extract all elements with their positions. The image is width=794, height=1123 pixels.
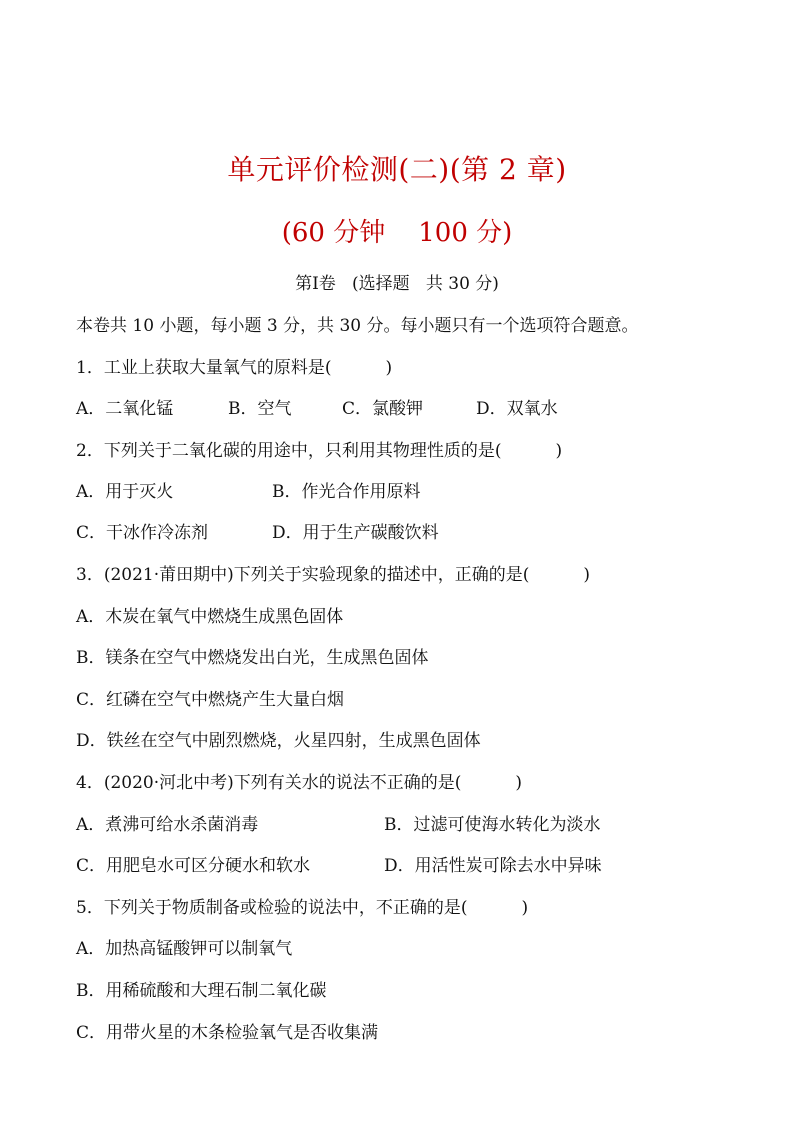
question-3-stem: 3．(2021·莆田期中)下列关于实验现象的描述中，正确的是( ) bbox=[76, 565, 591, 585]
page-title: 单元评价检测(二)(第 2 章) bbox=[227, 153, 567, 186]
question-3-option-a: A．木炭在氧气中燃烧生成黑色固体 bbox=[76, 607, 344, 627]
question-2-option-d: D．用于生产碳酸饮料 bbox=[272, 523, 439, 543]
section-heading: 第Ⅰ卷 (选择题 共 30 分) bbox=[295, 274, 499, 294]
question-5-option-c: C．用带火星的木条检验氧气是否收集满 bbox=[76, 1023, 379, 1043]
question-1-option-d: D．双氧水 bbox=[476, 399, 558, 419]
question-2-option-c: C．干冰作冷冻剂 bbox=[76, 523, 209, 543]
question-4-option-b: B．过滤可使海水转化为淡水 bbox=[384, 815, 601, 835]
question-2-option-b: B．作光合作用原料 bbox=[272, 482, 421, 502]
time-score-line: (60 分钟 100 分) bbox=[281, 218, 513, 248]
question-3-option-d: D．铁丝在空气中剧烈燃烧，火星四射，生成黑色固体 bbox=[76, 731, 481, 751]
question-5-stem: 5．下列关于物质制备或检验的说法中，不正确的是( ) bbox=[76, 898, 529, 918]
question-3-option-c: C．红磷在空气中燃烧产生大量白烟 bbox=[76, 690, 345, 710]
question-2-option-a: A．用于灭火 bbox=[76, 482, 174, 502]
question-2-stem: 2．下列关于二氧化碳的用途中，只利用其物理性质的是( ) bbox=[76, 441, 563, 461]
question-4-stem: 4．(2020·河北中考)下列有关水的说法不正确的是( ) bbox=[76, 773, 523, 793]
question-1-option-a: A．二氧化锰 bbox=[76, 399, 174, 419]
question-3-option-b: B．镁条在空气中燃烧发出白光，生成黑色固体 bbox=[76, 648, 429, 668]
question-4-option-d: D．用活性炭可除去水中异味 bbox=[384, 856, 602, 876]
question-1-stem: 1．工业上获取大量氧气的原料是( ) bbox=[76, 358, 393, 378]
question-1-option-c: C．氯酸钾 bbox=[342, 399, 424, 419]
instructions: 本卷共 10 小题，每小题 3 分，共 30 分。每小题只有一个选项符合题意。 bbox=[76, 316, 639, 336]
question-1-option-b: B．空气 bbox=[228, 399, 292, 419]
question-5-option-b: B．用稀硫酸和大理石制二氧化碳 bbox=[76, 981, 327, 1001]
question-5-option-a: A．加热高锰酸钾可以制氧气 bbox=[76, 939, 293, 959]
question-4-option-c: C．用肥皂水可区分硬水和软水 bbox=[76, 856, 311, 876]
question-4-option-a: A．煮沸可给水杀菌消毒 bbox=[76, 815, 259, 835]
